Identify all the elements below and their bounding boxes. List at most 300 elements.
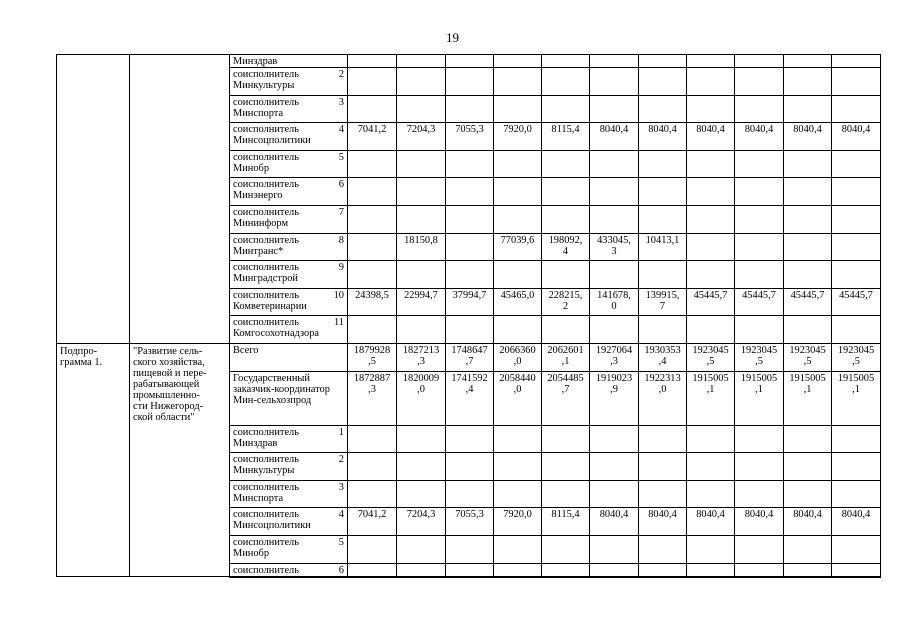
value-cell [446, 150, 494, 178]
value-cell [590, 95, 639, 123]
value-cell [832, 68, 881, 96]
value-cell: 18150,8 [397, 233, 446, 261]
value-cell [735, 563, 784, 577]
value-cell [639, 563, 687, 577]
executor-role: соисполнитель [233, 234, 299, 246]
executor-role: соисполнитель [233, 536, 299, 548]
value-cell [784, 453, 832, 481]
value-cell [494, 205, 542, 233]
executor-ministry: Комветеринарии [233, 300, 307, 312]
value-cell [542, 563, 590, 577]
value-cell: 8040,4 [784, 123, 832, 151]
value-cell [735, 95, 784, 123]
value-cell [687, 95, 735, 123]
value-cell [494, 55, 542, 68]
value-cell [590, 55, 639, 68]
value-cell: 8115,4 [542, 123, 590, 151]
value-cell: 24398,5 [348, 288, 397, 316]
value-cell [397, 316, 446, 344]
value-cell: 7041,2 [348, 508, 397, 536]
value-cell [590, 425, 639, 453]
value-cell: 7920,0 [494, 508, 542, 536]
value-cell [832, 95, 881, 123]
executor-role: соисполнитель [233, 206, 299, 218]
executor-cell [230, 563, 348, 577]
value-cell [784, 563, 832, 577]
value-cell [784, 95, 832, 123]
executor-name: Государственный заказчик-координатор Мин-сельхозпрод [233, 372, 330, 406]
executor-number: 4 [338, 124, 344, 136]
value-cell [446, 316, 494, 344]
value-cell [348, 480, 397, 508]
value-cell [832, 535, 881, 563]
value-cell [735, 261, 784, 289]
value-cell [542, 425, 590, 453]
value-cell [397, 95, 446, 123]
executor-number: 6 [338, 564, 344, 576]
value-cell [446, 68, 494, 96]
executor-number: 9 [338, 262, 344, 274]
value-cell: 433045, 3 [590, 233, 639, 261]
value-cell [446, 95, 494, 123]
value-cell [735, 68, 784, 96]
executor-role-line [233, 207, 344, 218]
value-cell [397, 453, 446, 481]
value-cell [735, 55, 784, 68]
value-cell: 1741592 ,4 [446, 371, 494, 425]
value-cell [687, 178, 735, 206]
value-cell [832, 563, 881, 577]
executor-number: 8 [338, 234, 344, 246]
value-cell [397, 261, 446, 289]
value-cell [784, 55, 832, 68]
value-cell: 1919023 ,9 [590, 371, 639, 425]
value-cell [590, 480, 639, 508]
executor-number: 7 [338, 206, 344, 218]
value-cell: 7055,3 [446, 123, 494, 151]
value-cell [446, 233, 494, 261]
value-cell [832, 150, 881, 178]
executor-role: соисполнитель [233, 426, 299, 438]
value-cell [590, 178, 639, 206]
executor-role-line [233, 509, 344, 520]
value-cell [735, 233, 784, 261]
value-cell [687, 150, 735, 178]
value-cell [397, 205, 446, 233]
value-cell [446, 178, 494, 206]
value-cell [784, 261, 832, 289]
value-cell [590, 68, 639, 96]
value-cell [687, 205, 735, 233]
value-cell [542, 68, 590, 96]
executor-ministry: Минэнерго [233, 190, 283, 202]
subprogram-name: "Развитие сель- ского хозяйства, пищевой и пере- рабатывающей промышленно- сти Нижегород- ской области" [130, 343, 230, 576]
value-cell: 22994,7 [397, 288, 446, 316]
value-cell: 37994,7 [446, 288, 494, 316]
value-cell [687, 453, 735, 481]
value-cell [542, 316, 590, 344]
value-cell [542, 453, 590, 481]
executor-role: соисполнитель [233, 317, 299, 329]
value-cell [446, 480, 494, 508]
value-cell: 1923045 ,5 [735, 343, 784, 371]
value-cell [348, 178, 397, 206]
value-cell [687, 480, 735, 508]
executor-name: Минздрав [233, 56, 278, 67]
executor-number: 5 [338, 536, 344, 548]
value-cell [590, 205, 639, 233]
value-cell: 2058440 ,0 [494, 371, 542, 425]
value-cell [348, 233, 397, 261]
value-cell: 228215, 2 [542, 288, 590, 316]
executor-role-line [233, 97, 344, 108]
value-cell [494, 95, 542, 123]
executor-role: соисполнитель [233, 454, 299, 466]
value-cell [397, 535, 446, 563]
value-cell [639, 535, 687, 563]
executor-ministry: Минградстрой [233, 273, 298, 285]
value-cell: 1872887 ,3 [348, 371, 397, 425]
value-cell: 45445,7 [735, 288, 784, 316]
value-cell [639, 316, 687, 344]
value-cell [832, 480, 881, 508]
value-cell [832, 453, 881, 481]
executor-ministry: Минсоцполитики [233, 520, 311, 532]
executor-role-line [233, 124, 344, 135]
budget-table-body [57, 55, 881, 577]
executor-role: соисполнитель [233, 96, 299, 108]
executor-cell [230, 68, 348, 96]
value-cell [687, 425, 735, 453]
value-cell [446, 535, 494, 563]
value-cell [639, 453, 687, 481]
value-cell [494, 453, 542, 481]
value-cell [348, 453, 397, 481]
executor-role: соисполнитель [233, 509, 299, 521]
executor-cell [230, 316, 348, 344]
value-cell [735, 150, 784, 178]
executor-number: 3 [338, 96, 344, 108]
value-cell [494, 425, 542, 453]
value-cell [639, 55, 687, 68]
page-number: 19 [446, 30, 459, 45]
subprogram-label: Подпро- грамма 1. [57, 343, 130, 576]
executor-cell [230, 95, 348, 123]
value-cell: 1922313 ,0 [639, 371, 687, 425]
value-cell: 1879928 ,5 [348, 343, 397, 371]
value-cell: 1923045 ,5 [784, 343, 832, 371]
value-cell [446, 563, 494, 577]
value-cell: 1923045 ,5 [687, 343, 735, 371]
executor-role: соисполнитель [233, 289, 299, 301]
value-cell [446, 55, 494, 68]
program-name-cell [130, 55, 230, 344]
executor-role-line [233, 179, 344, 190]
executor-cell [230, 425, 348, 453]
value-cell [542, 480, 590, 508]
value-cell: 8115,4 [542, 508, 590, 536]
executor-number: 2 [338, 454, 344, 466]
executor-cell [230, 233, 348, 261]
value-cell: 141678, 0 [590, 288, 639, 316]
value-cell [494, 535, 542, 563]
value-cell [446, 205, 494, 233]
value-cell [348, 68, 397, 96]
value-cell [687, 535, 735, 563]
value-cell [348, 95, 397, 123]
value-cell [784, 535, 832, 563]
value-cell: 7920,0 [494, 123, 542, 151]
executor-ministry: Мининформ [233, 217, 289, 229]
value-cell: 8040,4 [784, 508, 832, 536]
executor-ministry: Минкультуры [233, 80, 295, 91]
executor-number: 1 [338, 426, 344, 438]
value-cell: 8040,4 [590, 508, 639, 536]
executor-number: 10 [333, 289, 344, 301]
value-cell [446, 453, 494, 481]
value-cell: 8040,4 [832, 123, 881, 151]
value-cell [542, 261, 590, 289]
value-cell: 10413,1 [639, 233, 687, 261]
executor-cell [230, 480, 348, 508]
executor-ministry: Минсоцполитики [233, 135, 311, 147]
value-cell [735, 480, 784, 508]
value-cell: 45465,0 [494, 288, 542, 316]
value-cell [687, 68, 735, 96]
value-cell [397, 68, 446, 96]
executor-number: 11 [333, 317, 344, 329]
executor-cell [230, 535, 348, 563]
value-cell: 1748647 ,7 [446, 343, 494, 371]
value-cell [832, 261, 881, 289]
value-cell: 45445,7 [687, 288, 735, 316]
value-cell: 8040,4 [735, 508, 784, 536]
value-cell [639, 95, 687, 123]
executor-number: 6 [338, 179, 344, 191]
executor-role-line [233, 454, 344, 465]
executor-cell [230, 261, 348, 289]
executor-role-line [233, 262, 344, 273]
program-label-cell [57, 55, 130, 344]
table-row [57, 55, 881, 68]
executor-number: 4 [338, 509, 344, 521]
value-cell: 77039,6 [494, 233, 542, 261]
value-cell [784, 205, 832, 233]
value-cell [542, 205, 590, 233]
value-cell [348, 425, 397, 453]
value-cell [542, 95, 590, 123]
value-cell [494, 150, 542, 178]
executor-ministry: Минспорта [233, 492, 284, 504]
value-cell: 8040,4 [687, 123, 735, 151]
value-cell [542, 150, 590, 178]
value-cell [348, 316, 397, 344]
value-cell [590, 316, 639, 344]
executor-role-line [233, 152, 344, 163]
value-cell [639, 261, 687, 289]
value-cell [832, 178, 881, 206]
value-cell [784, 150, 832, 178]
executor-role: соисполнитель [233, 124, 299, 136]
value-cell [832, 233, 881, 261]
value-cell [494, 178, 542, 206]
value-cell: 7055,3 [446, 508, 494, 536]
value-cell [832, 205, 881, 233]
value-cell: 1915005 ,1 [735, 371, 784, 425]
value-cell [590, 563, 639, 577]
value-cell [639, 68, 687, 96]
value-cell: 7041,2 [348, 123, 397, 151]
value-cell [446, 425, 494, 453]
value-cell: 45445,7 [832, 288, 881, 316]
value-cell [639, 150, 687, 178]
value-cell: 8040,4 [687, 508, 735, 536]
executor-ministry: Минобр [233, 162, 270, 174]
value-cell [687, 233, 735, 261]
executor-ministry: Минспорта [233, 107, 284, 119]
executor-role-line [233, 537, 344, 548]
value-cell: 8040,4 [639, 123, 687, 151]
executor-role-line [233, 235, 344, 246]
value-cell [397, 55, 446, 68]
executor-role-line [233, 290, 344, 301]
value-cell [494, 261, 542, 289]
value-cell [784, 233, 832, 261]
executor-ministry: Минобр [233, 547, 270, 559]
executor-role-line [233, 427, 344, 438]
executor-role-line [233, 317, 344, 328]
value-cell: 8040,4 [735, 123, 784, 151]
executor-role: соисполнитель [233, 69, 299, 80]
value-cell: 8040,4 [590, 123, 639, 151]
executor-cell [230, 178, 348, 206]
value-cell [735, 316, 784, 344]
value-cell: 1820009 ,0 [397, 371, 446, 425]
executor-role: соисполнитель [233, 564, 299, 576]
value-cell [687, 316, 735, 344]
value-cell [784, 480, 832, 508]
value-cell [735, 205, 784, 233]
value-cell [494, 480, 542, 508]
value-cell: 1915005 ,1 [784, 371, 832, 425]
value-cell [784, 316, 832, 344]
value-cell: 1930353 ,4 [639, 343, 687, 371]
executor-cell [230, 205, 348, 233]
value-cell [494, 68, 542, 96]
value-cell [542, 55, 590, 68]
value-cell [590, 535, 639, 563]
table-row [57, 343, 881, 371]
value-cell [348, 55, 397, 68]
value-cell: 2054485 ,7 [542, 371, 590, 425]
value-cell: 1827213 ,3 [397, 343, 446, 371]
value-cell [542, 535, 590, 563]
value-cell [397, 150, 446, 178]
value-cell [397, 480, 446, 508]
executor-ministry: Комгосохотнадзора [233, 328, 320, 340]
executor-cell [230, 55, 348, 68]
value-cell [735, 425, 784, 453]
value-cell [735, 178, 784, 206]
executor-role-line [233, 482, 344, 493]
value-cell [348, 261, 397, 289]
executor-cell [230, 453, 348, 481]
executor-cell [230, 288, 348, 316]
value-cell: 1915005 ,1 [832, 371, 881, 425]
executor-role: соисполнитель [233, 481, 299, 493]
value-cell [687, 261, 735, 289]
value-cell: 1927064 ,3 [590, 343, 639, 371]
executor-role-line [233, 69, 344, 80]
value-cell: 8040,4 [639, 508, 687, 536]
value-cell: 1923045 ,5 [832, 343, 881, 371]
executor-cell [230, 150, 348, 178]
value-cell [397, 425, 446, 453]
executor-cell [230, 343, 348, 371]
value-cell [735, 535, 784, 563]
value-cell [590, 453, 639, 481]
value-cell: 2066360 ,0 [494, 343, 542, 371]
executor-cell [230, 508, 348, 536]
value-cell [494, 563, 542, 577]
value-cell [494, 316, 542, 344]
value-cell [832, 425, 881, 453]
budget-table [56, 54, 881, 578]
value-cell [542, 178, 590, 206]
value-cell: 7204,3 [397, 123, 446, 151]
value-cell [590, 261, 639, 289]
value-cell [446, 261, 494, 289]
value-cell [348, 563, 397, 577]
executor-number: 5 [338, 151, 344, 163]
value-cell [639, 480, 687, 508]
value-cell: 2062601 ,1 [542, 343, 590, 371]
executor-role: соисполнитель [233, 262, 299, 274]
value-cell: 1915005 ,1 [687, 371, 735, 425]
value-cell [784, 68, 832, 96]
executor-ministry: Минтранс* [233, 245, 284, 257]
executor-ministry: Минкультуры [233, 465, 295, 477]
value-cell [639, 425, 687, 453]
value-cell [832, 55, 881, 68]
executor-number: 2 [338, 69, 344, 80]
value-cell: 139915, 7 [639, 288, 687, 316]
value-cell: 45445,7 [784, 288, 832, 316]
executor-ministry: Минздрав [233, 437, 278, 449]
value-cell [348, 150, 397, 178]
value-cell [348, 535, 397, 563]
executor-name: Всего [233, 344, 259, 356]
value-cell [784, 425, 832, 453]
value-cell: 7204,3 [397, 508, 446, 536]
executor-cell [230, 371, 348, 425]
value-cell [784, 178, 832, 206]
value-cell [397, 563, 446, 577]
value-cell [348, 205, 397, 233]
value-cell [687, 563, 735, 577]
value-cell [639, 178, 687, 206]
value-cell [639, 205, 687, 233]
value-cell [397, 178, 446, 206]
value-cell: 198092, 4 [542, 233, 590, 261]
value-cell [590, 150, 639, 178]
value-cell: 8040,4 [832, 508, 881, 536]
executor-role: соисполнитель [233, 151, 299, 163]
executor-cell [230, 123, 348, 151]
value-cell [735, 453, 784, 481]
value-cell [832, 316, 881, 344]
executor-number: 3 [338, 481, 344, 493]
